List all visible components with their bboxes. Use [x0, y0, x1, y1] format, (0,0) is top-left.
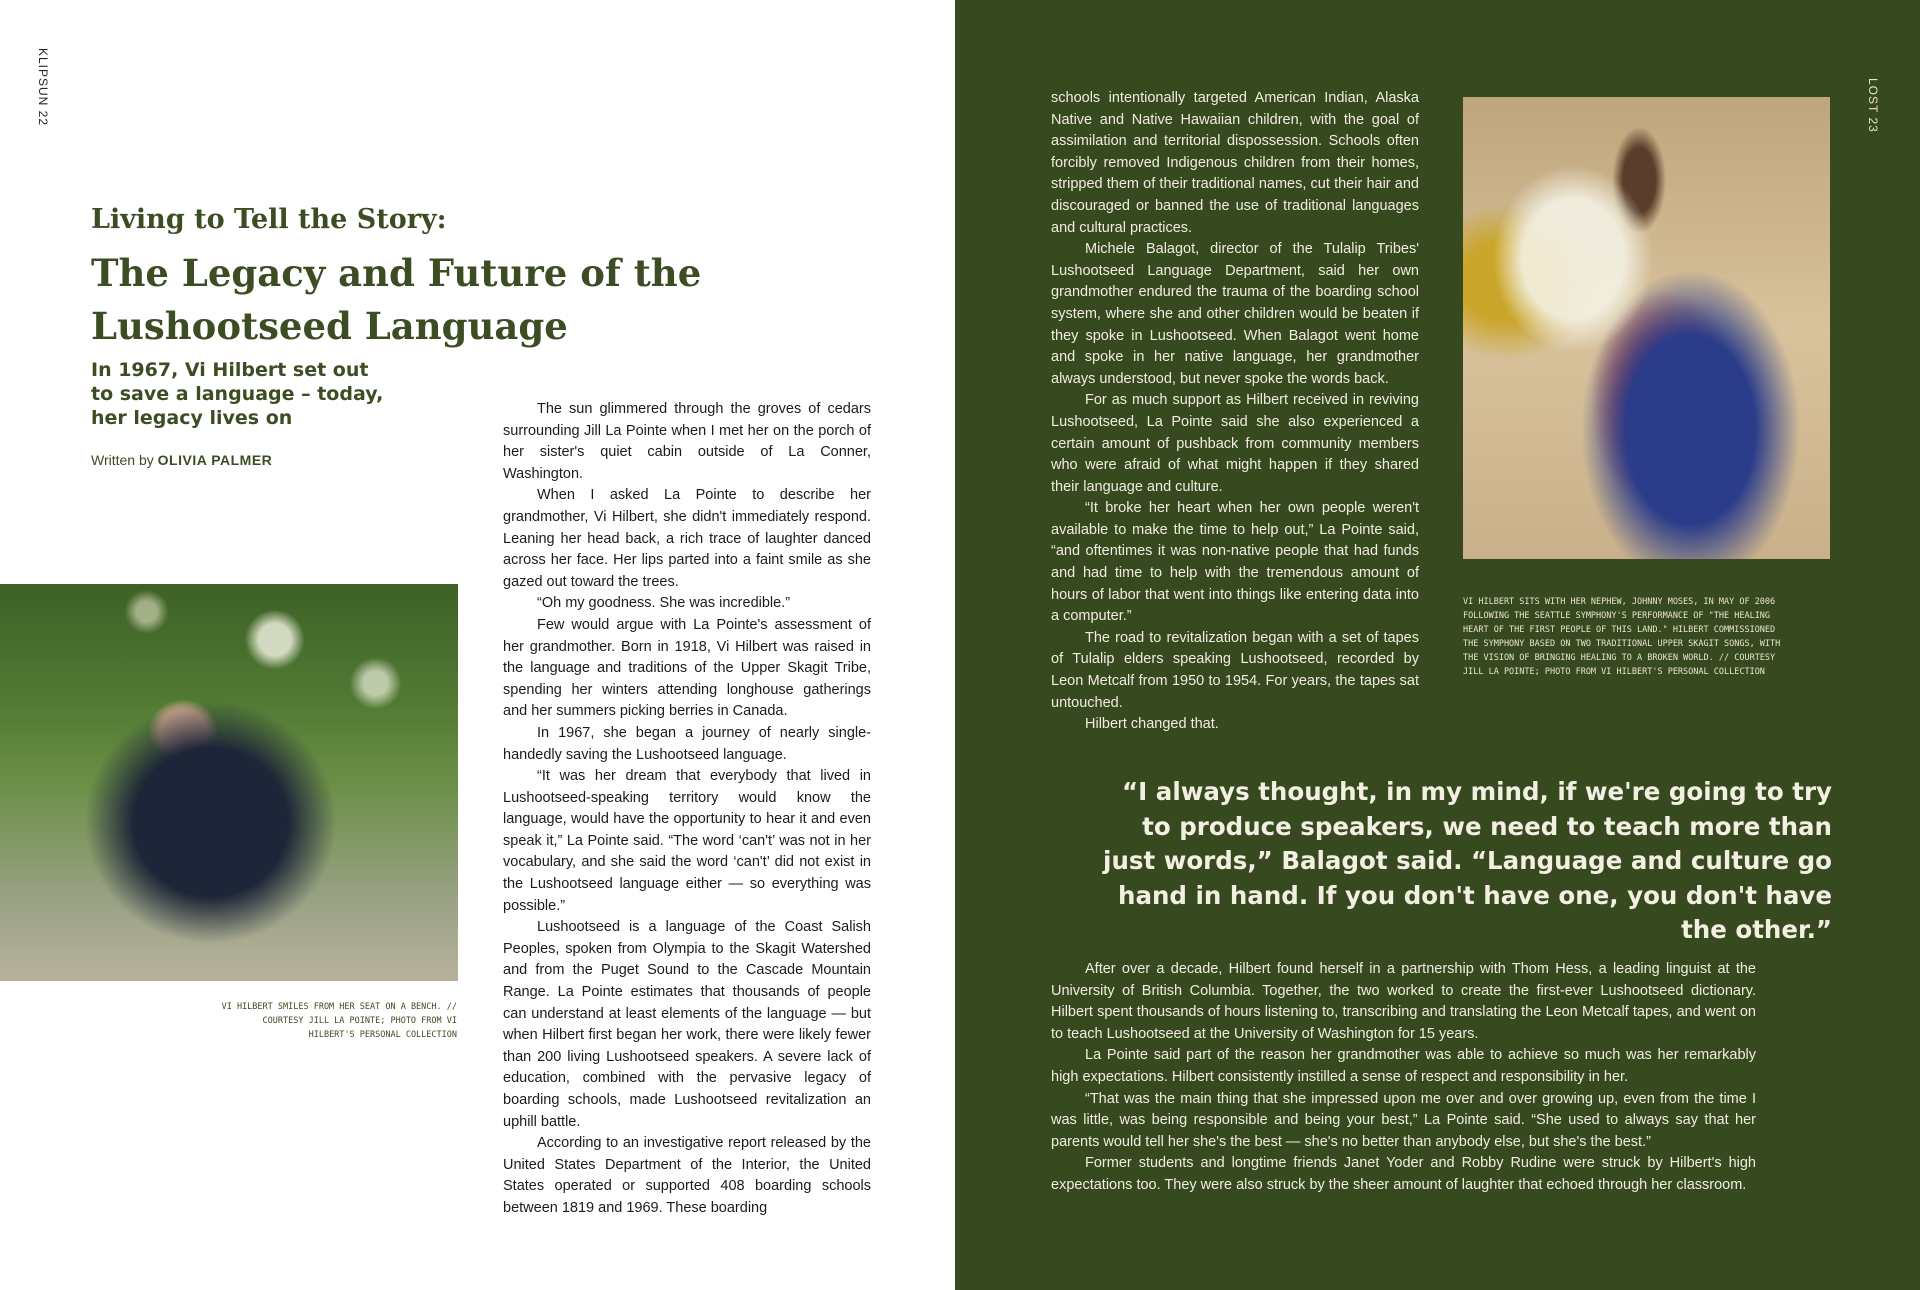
body-paragraph: “Oh my goodness. She was incredible.”	[537, 595, 791, 612]
body-paragraph: For as much support as Hilbert received in reviving Lushootseed, La Pointe said she also experienced a certain amount of pushback from community members who were afraid of what might happen if they shared their language and culture.	[1051, 392, 1419, 495]
body-paragraph: Hilbert changed that.	[1085, 716, 1219, 733]
folio-right: LOST 23	[1866, 78, 1880, 133]
body-paragraph: The sun glimmered through the groves of cedars surrounding Jill La Pointe when I met her on the porch of her sister's quiet cabin outside of La Conner, Washington.	[503, 401, 871, 482]
body-paragraph: After over a decade, Hilbert found herself in a partnership with Thom Hess, a leading linguist at the University of British Columbia. Together, the two worked to create the first-ever Lushootseed dictionary. Hilbert spent thousands of hours listening to, transcribing and translating the Leon Metcalf tapes, and went on to teach Lushootseed at the University of Washington for 15 years.	[1051, 961, 1756, 1042]
left-page	[0, 0, 955, 1290]
article-headline: The Legacy and Future of the Lushootseed Language	[91, 251, 702, 348]
article-kicker: Living to Tell the Story:	[91, 204, 447, 235]
body-paragraph: The road to revitalization began with a set of tapes of Tulalip elders speaking Lushootseed, recorded by Leon Metcalf from 1950 to 1954. For years, the tapes sat untouched.	[1051, 629, 1419, 711]
photo-caption-right: VI HILBERT SITS WITH HER NEPHEW, JOHNNY MOSES, IN MAY OF 2006 FOLLOWING THE SEATTLE SYMPHONY'S PERFORMANCE OF "THE HEALING HEART OF THE FIRST PEOPLE OF THIS LAND." HILBERT COMMISSIONED THE SYMPHONY BASED ON TWO TRADITIONAL UPPER SKAGIT SONGS, WITH THE VISION OF BRINGING HEALING TO A BROKEN WORLD. // COURTESY JILL LA POINTE; PHOTO FROM VI HILBERT'S PERSONAL COLLECTION	[1463, 597, 1781, 677]
byline	[91, 452, 272, 468]
body-paragraph: In 1967, she began a journey of nearly single-handedly saving the Lushootseed language.	[503, 724, 871, 763]
byline-author: OLIVIA PALMER	[157, 452, 273, 468]
body-column-bottom	[1051, 959, 1756, 1197]
folio-left: KLIPSUN 22	[36, 48, 50, 127]
body-paragraph: Few would argue with La Pointe's assessment of her grandmother. Born in 1918, Vi Hilbert was raised in the language and traditions of the Upper Skagit Tribe, spending her winters attending longhouse gatherings and her summers picking berries in Canada.	[503, 616, 871, 720]
vi-hilbert-johnny-moses-photo	[1463, 97, 1830, 559]
body-paragraph: “That was the main thing that she impressed upon me over and over growing up, even from the time I was little, was being responsible and being your best,” La Pointe said. “She used to always say that her parents would tell her she's the best — she's no better than anybody else, but she's the best.”	[1051, 1090, 1756, 1150]
body-paragraph: When I asked La Pointe to describe her grandmother, Vi Hilbert, she didn't immediately respond. Leaning her head back, a rich trace of laughter danced across her face. Her lips parted into a faint smile as she gazed out toward the trees.	[503, 487, 871, 590]
body-paragraph: “It was her dream that everybody that lived in Lushootseed-speaking territory would know the language, would have the opportunity to hear it and even speak it,” La Pointe said. “The word ‘can't’ was not in her vocabulary, and she said the word ‘can't’ did not exist in the Lushootseed language either — so everything was possible.”	[503, 768, 871, 914]
photo-caption-left: VI HILBERT SMILES FROM HER SEAT ON A BENCH. // COURTESY JILL LA POINTE; PHOTO FROM VI HILBERT'S PERSONAL COLLECTION	[221, 1002, 457, 1040]
body-paragraph: “It broke her heart when her own people weren't available to make the time to help out,” La Pointe said, “and oftentimes it was non-native people that had funds and had time to help with the tremendous amount of hours of labor that went into things like entering data into a computer.”	[1051, 500, 1419, 625]
body-paragraph: Lushootseed is a language of the Coast Salish Peoples, spoken from Olympia to the Skagit Watershed and from the Puget Sound to the Cascade Mountain Range. La Pointe estimates that thousands of people can understand at least elements of the language — but when Hilbert first began her work, there were likely fewer than 200 living Lushootseed speakers. A severe lack of education, combined with the pervasive legacy of boarding schools, made Lushootseed revitalization an uphill battle.	[503, 919, 871, 1130]
body-paragraph: La Pointe said part of the reason her grandmother was able to achieve so much was her remarkably high expectations. Hilbert consistently instilled a sense of respect and responsibility in her.	[1051, 1047, 1756, 1085]
body-paragraph-continued: schools intentionally targeted American Indian, Alaska Native and Native Hawaiian children, with the goal of assimilation and territorial dispossession. Schools often forcibly removed Indigenous children from their homes, stripped them of their traditional names, cut their hair and discouraged or banned the use of traditional languages and cultural practices.	[1051, 90, 1419, 236]
body-paragraph: According to an investigative report released by the United States Department of the Interior, the United States operated or supported 408 boarding schools between 1819 and 1969. These boarding	[503, 1135, 871, 1216]
pull-quote: “I always thought, in my mind, if we're going to try to produce speakers, we need to teach more than just words,” Balagot said. “Language and culture go hand in hand. If you don't have one, you don't have the other.”	[1103, 777, 1832, 944]
article-deck: In 1967, Vi Hilbert set out to save a language – today, her legacy lives on	[91, 359, 384, 429]
body-column-left	[503, 399, 871, 1220]
body-column-right	[1051, 88, 1419, 736]
vi-hilbert-bench-photo	[0, 584, 458, 981]
body-paragraph: Former students and longtime friends Janet Yoder and Robby Rudine were struck by Hilbert's high expectations too. They were also struck by the sheer amount of laughter that echoed through her classroom.	[1051, 1155, 1756, 1193]
body-paragraph: Michele Balagot, director of the Tulalip Tribes' Lushootseed Language Department, said her own grandmother endured the trauma of the boarding school system, where she and other children would be beaten if they spoke in Lushootseed. When Balagot went home and spoke in her native language, her grandmother always understood, but never spoke the words back.	[1051, 241, 1419, 387]
byline-prefix: Written by	[91, 452, 154, 468]
